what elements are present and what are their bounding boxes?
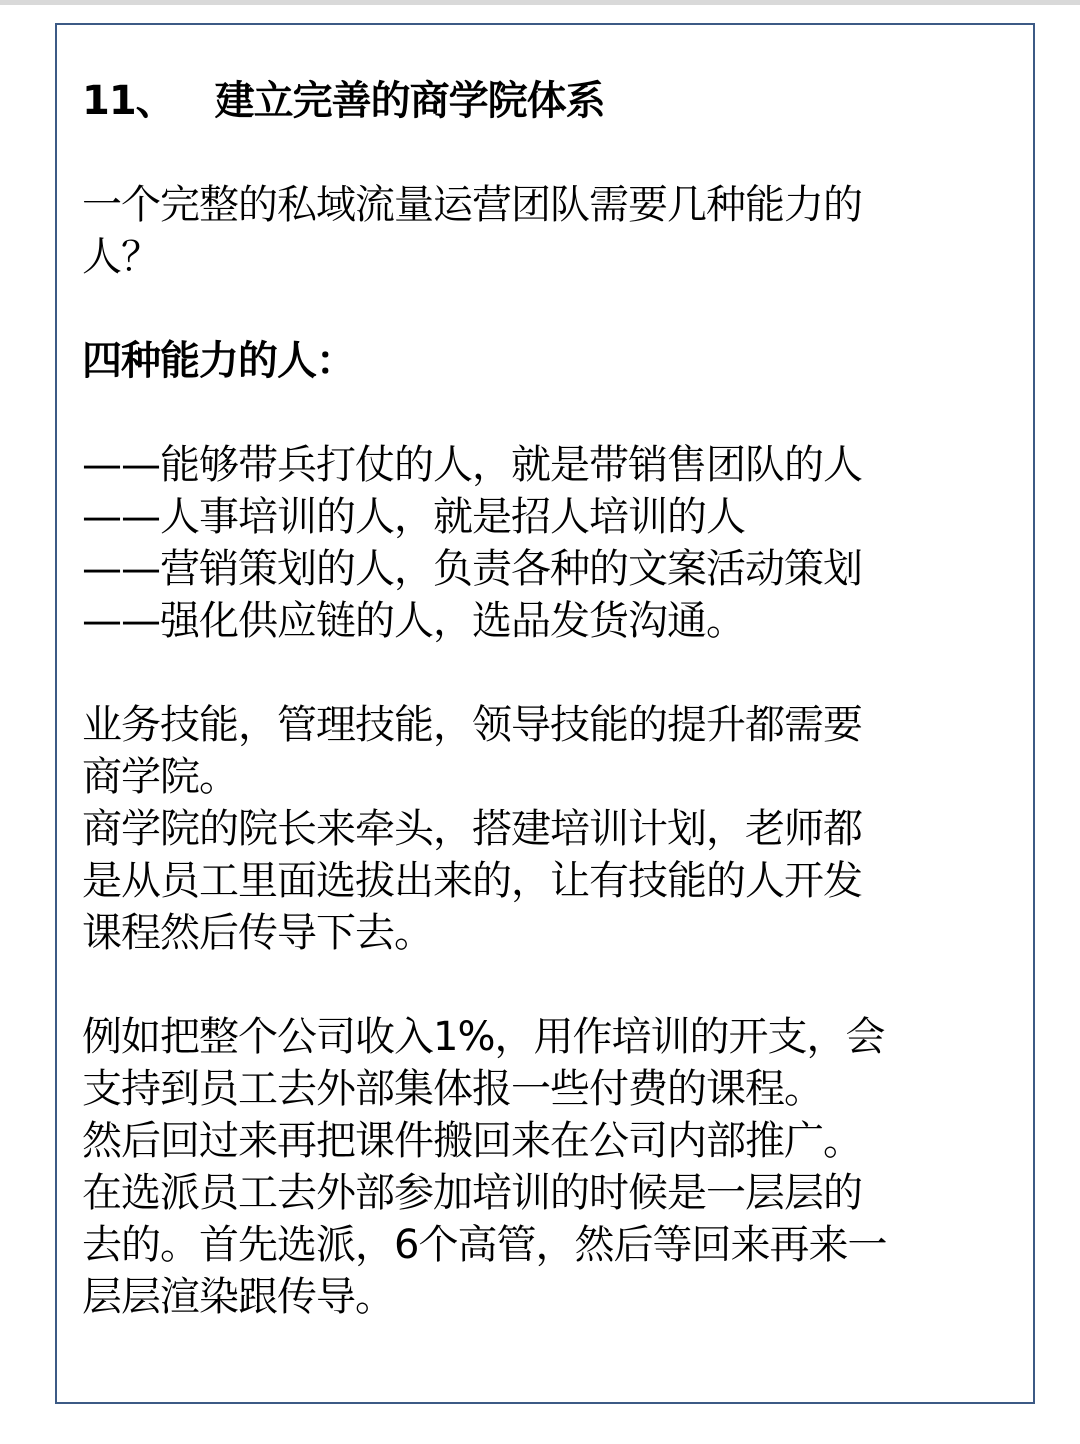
spacer <box>82 387 1012 439</box>
title-text: 建立完善的商学院体系 <box>214 78 605 124</box>
title-number: 11、 <box>82 78 175 124</box>
school-paragraph-line: 商学院的院长来牵头，搭建培训计划，老师都 <box>82 806 862 852</box>
school-paragraph-line: 业务技能，管理技能，领导技能的提升都需要 <box>82 702 862 748</box>
ability-item: ——强化供应链的人，选品发货沟通。 <box>82 598 745 644</box>
ability-item: ——人事培训的人，就是招人培训的人 <box>82 494 745 540</box>
question-line: 一个完整的私域流量运营团队需要几种能力的 <box>82 182 862 228</box>
ability-item: ——营销策划的人，负责各种的文案活动策划 <box>82 546 862 592</box>
budget-paragraph-line: 支持到员工去外部集体报一些付费的课程。 <box>82 1066 823 1112</box>
spacer <box>82 127 1012 179</box>
school-paragraph-line: 商学院。 <box>82 754 238 800</box>
spacer <box>82 959 1012 1011</box>
spacer <box>82 283 1012 335</box>
slide-title <box>82 75 1012 127</box>
budget-paragraph-line: 在选派员工去外部参加培训的时候是一层层的 <box>82 1170 862 1216</box>
budget-paragraph-line: 然后回过来再把课件搬回来在公司内部推广。 <box>82 1118 862 1164</box>
school-paragraph-line: 是从员工里面选拔出来的，让有技能的人开发 <box>82 858 862 904</box>
budget-paragraph-line: 例如把整个公司收入1%，用作培训的开支，会 <box>82 1014 885 1060</box>
budget-paragraph-line: 层层渲染跟传导。 <box>82 1274 394 1320</box>
budget-paragraph-line: 去的。首先选派，6个高管，然后等回来再来一 <box>82 1222 887 1268</box>
spacer <box>82 647 1012 699</box>
slide-content <box>82 75 1012 1323</box>
question-line: 人？ <box>82 234 160 280</box>
school-paragraph-line: 课程然后传导下去。 <box>82 910 433 956</box>
top-strip <box>0 0 1080 5</box>
ability-item: ——能够带兵打仗的人，就是带销售团队的人 <box>82 442 862 488</box>
subheading: 四种能力的人： <box>82 338 355 384</box>
slide-frame <box>55 23 1035 1404</box>
